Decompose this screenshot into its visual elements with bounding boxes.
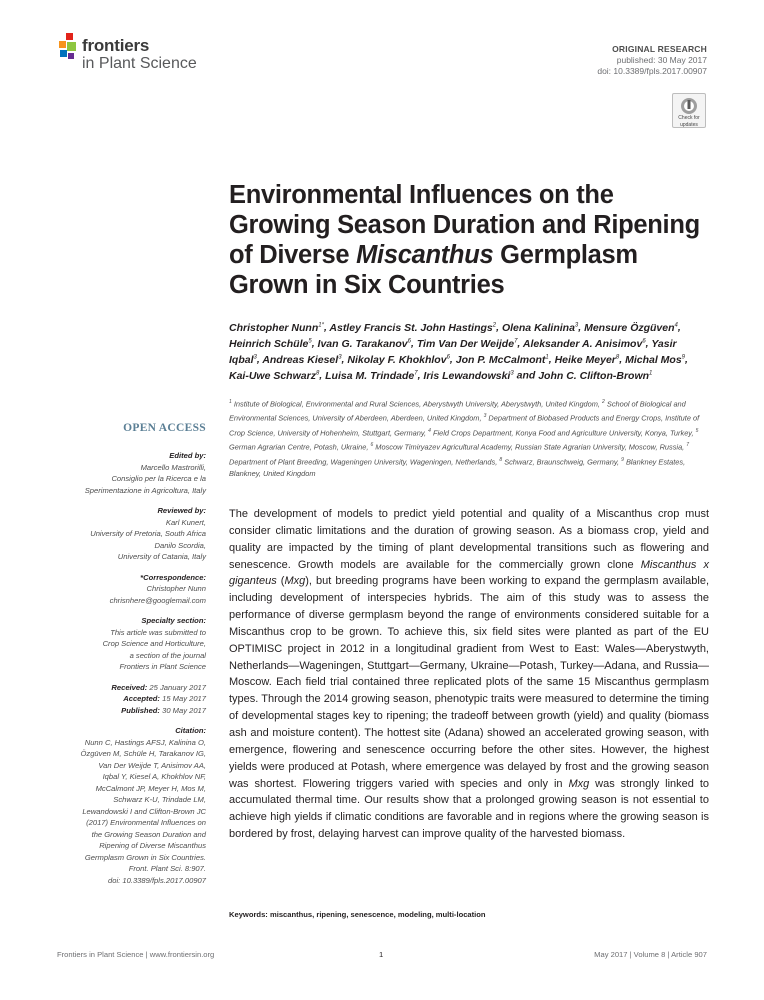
affiliation-number: 7: [686, 442, 690, 449]
check-for-updates-badge[interactable]: [672, 93, 706, 128]
correspondence-line: Christopher Nunn: [146, 584, 206, 593]
citation-line: Front. Plant Sci. 8:907.: [128, 864, 206, 873]
author-name: Kai-Uwe Schwarz: [229, 369, 316, 382]
footer-journal-link[interactable]: Frontiers in Plant Science | www.frontiersin.org: [57, 950, 215, 959]
edited-by-lines: [50, 462, 206, 497]
date-row: [50, 682, 206, 694]
citation-line: doi: 10.3389/fpls.2017.00907: [108, 875, 206, 885]
dates-block: [50, 682, 206, 717]
author-affiliation-mark: 3: [574, 322, 579, 328]
author-affiliation-mark: 6: [642, 338, 646, 345]
author: [325, 370, 417, 382]
author-name: Aleksander A. Anisimov: [522, 337, 643, 350]
author: [523, 338, 646, 350]
citation-line: Nunn C, Hastings AFSJ, Kalinina O,: [84, 737, 206, 747]
affiliation-text: Field Crops Department, Konya Food and Agriculture University, Konya, Turkey,: [432, 428, 694, 438]
correspondence-lines: [50, 583, 206, 606]
affiliation-text: School of Biological and Environmental Sciences, University of Aberdeen, Aberdeen, United Kingdom,: [229, 399, 686, 423]
specialty-block: [50, 615, 206, 673]
article-meta: [597, 44, 707, 77]
citation-block: [50, 725, 206, 886]
abstract-part-3: ), but breeding programs have been working to expand the germplasm available, including development of interspecies hybrids. The aim of this study was to assess the performance of diverse germplasm beyond the range of environments considered suitable for a Miscanthus crop to be grown. To achieve this, six field sites were planted as part of the EU OPTIMISC project in 2012 in a longitudinal gradient from West to East: Wales—Aberystwyth, Netherlands—Wageningen, Stuttgart—Germany, Ukraine—Potash, Turkey—Adana, and Russia—Moscow. Each field trial contained three replicated plots of the same 15 Miscanthus germplasm types. Through the 2014 growing season, phenotypic traits were measured to determine the timing of developmental stages key to ripening; the tradeoff between growth (yield) and quality (biomass ash and moisture content). The hottest site (Adana) showed an accelerated growing season, with emergence, flowering and senescence occurring before the other sites. However, the highest yields were produced at Potash, where emergence was delayed by frost and the growing season was shortest. Flowering triggers varied with species and only in: [229, 575, 709, 790]
citation-line: Iqbal Y, Kiesel A, Khokhlov NF,: [102, 772, 206, 781]
affiliation-number: 1: [229, 399, 232, 405]
specialty-line: This article was submitted to: [110, 627, 206, 637]
author-name: Yasir Iqbal: [229, 337, 677, 366]
citation-line: Özgüven M, Schüle H, Tarakanov IG,: [80, 749, 206, 758]
correspondence-block: [50, 572, 206, 607]
author-affiliation-mark: 6: [446, 354, 450, 361]
author-affiliation-mark: 7: [414, 370, 418, 377]
article-doi[interactable]: doi: 10.3389/fpls.2017.00907: [597, 66, 707, 76]
frontiers-logo-icon: [58, 33, 80, 63]
author-affiliation-mark: 8: [615, 354, 620, 361]
affiliation-text: Institute of Biological, Environmental and Rural Sciences, Aberystwyth University, Aberystwyth, United Kingdom,: [233, 399, 600, 409]
logo-journal-name: in Plant Science: [82, 55, 197, 72]
date-row: [50, 705, 206, 717]
affiliation-text: Schwarz, Braunschweig, Germany,: [504, 457, 620, 467]
author-name: Tim Van Der Weijde: [416, 337, 515, 350]
abstract: [229, 506, 709, 843]
author: [347, 354, 450, 366]
citation-line: Lewandowski I and Clifton-Brown JC: [82, 806, 206, 816]
reviewed-by-lines: [50, 517, 206, 563]
citation-lines: [50, 737, 206, 887]
author-name: Heinrich Schüle: [229, 337, 309, 350]
title-part-2: Germplasm Grown in Six Countries: [229, 241, 638, 299]
date-label: Received:: [111, 682, 148, 692]
author-name: Michal Mos: [625, 353, 682, 366]
open-access-label: OPEN ACCESS: [123, 422, 206, 434]
citation-label: Citation:: [175, 726, 206, 735]
author-name: Astley Francis St. John Hastings: [329, 321, 493, 334]
author-affiliation-mark: 1: [649, 370, 653, 377]
author: [538, 370, 652, 382]
date-row: [50, 693, 206, 705]
sidebar: [50, 450, 206, 895]
keywords: [229, 910, 709, 920]
badge-line-1: Check for: [678, 115, 700, 121]
article-type: ORIGINAL RESEARCH: [612, 44, 707, 54]
published-date: published: 30 May 2017: [616, 55, 707, 65]
citation-line: (2017) Environmental Influences on: [86, 818, 206, 827]
citation-line: McCalmont JP, Meyer H, Mos M,: [95, 783, 206, 793]
correspondence-label: *Correspondence:: [140, 572, 206, 582]
author-affiliation-mark: 9: [681, 354, 686, 361]
author-name: Olena Kalinina: [501, 321, 575, 334]
abstract-italic-3: Mxg: [568, 777, 590, 790]
affiliation-number: 2: [602, 399, 605, 405]
affiliation-number: 8: [499, 456, 503, 463]
author: [502, 322, 578, 334]
author-affiliation-mark: 3: [510, 370, 514, 377]
reviewer-line: University of Pretoria, South Africa: [90, 529, 206, 538]
author-name: John C. Clifton-Brown: [538, 369, 650, 382]
check-updates-icon: [680, 97, 698, 115]
author-name: Andreas Kiesel: [262, 353, 339, 366]
footer-volume-info: May 2017 | Volume 8 | Article 907: [594, 950, 707, 959]
citation-line: the Growing Season Duration and: [91, 829, 206, 839]
author-list: Christopher Nunn$^{1*}$, Astley Francis St. John Hastings$^2$, Olena Kalinina$^3$, Mensure Özgüven$^4$, Heinrich Schüle$^5$, Ivan G. Tarakanov$^6$, Tim Van Der Weijde$^7$, Aleksander A. Anisimov$^6$, Yasir Iqbal$^3$, Andreas Kiesel$^3$, Nikolay F. Khokhlov$^6$, Jon P. McCalmont$^1$, Heike Meyer$^8$, Michal Mos$^9$, Kai-Uwe Schwarz$^8$, Luisa M. Trindade$^7$, Iris Lewandowski$^3$ and John C. Clifton-Brown$^1$: [229, 321, 688, 382]
page-footer: [57, 950, 707, 962]
logo-brand: frontiers: [82, 36, 150, 55]
author-affiliation-mark: 6: [407, 338, 411, 345]
author-affiliation-mark: 1: [318, 322, 322, 328]
reviewer-line: University of Catania, Italy: [117, 552, 206, 561]
abstract-italic-1: Miscanthus x giganteus: [229, 558, 709, 588]
reviewer-line: Karl Kunert,: [165, 517, 206, 527]
edited-by-block: [50, 450, 206, 496]
author: [229, 338, 312, 350]
citation-line: Germplasm Grown in Six Countries.: [84, 852, 206, 862]
author-name: Mensure Özgüven: [584, 321, 675, 334]
editor-line: Consiglio per la Ricerca e la: [111, 474, 206, 483]
author: [229, 370, 319, 382]
editor-line: Marcello Mastrorilli,: [140, 462, 206, 472]
author-name: Christopher Nunn: [229, 321, 319, 334]
date-label: Accepted:: [123, 694, 160, 703]
author-affiliation-mark: 4: [674, 322, 678, 328]
author-name: Luisa M. Trindade: [325, 369, 415, 382]
reviewer-line: Danilo Scordia,: [154, 540, 206, 550]
abstract-part-2: (: [276, 575, 285, 588]
author-affiliation-mark: 5: [308, 338, 312, 345]
affiliation-text: Blankney Estates, Blankney, United Kingdom: [229, 457, 686, 479]
abstract-part-1: The development of models to predict yield potential and quality of a Miscanthus crop must consider climatic limitations and the duration of growing season. As a biomass crop, yield and quality are impacted by the timing of plant developmental transitions such as flowering and senescence. Growth models are available for the commercially grown clone: [229, 508, 709, 571]
article-title: [229, 180, 709, 300]
author-name: Jon P. McCalmont: [455, 353, 546, 366]
affiliation-list: [229, 396, 709, 480]
affiliation-text: German Agrarian Centre, Potash, Ukraine,: [229, 442, 369, 452]
specialty-line: a section of the journal: [129, 650, 206, 660]
editor-line: Sperimentazione in Agricoltura, Italy: [84, 485, 206, 495]
date-label: Published:: [121, 705, 160, 715]
abstract-part-4: was strongly linked to accumulated thermal time. Our results show that a prolonged growing season is not essential to achieve high yields if climatic conditions are favorable and in regions where the growing season is bordered by frost, delaying harvest can improve quality of the harvested biomass.: [229, 777, 709, 841]
specialty-lines: [50, 627, 206, 673]
abstract-italic-2: Mxg: [284, 575, 306, 588]
date-value: 25 January 2017: [149, 682, 206, 692]
author-affiliation-mark: 8: [315, 370, 320, 377]
edited-by-label: Edited by:: [169, 451, 206, 460]
author: [584, 322, 678, 334]
reviewed-by-block: [50, 505, 206, 563]
reviewed-by-label: Reviewed by:: [157, 506, 206, 515]
author-name: Ivan G. Tarakanov: [317, 337, 408, 350]
affiliation-text: Department of Plant Breeding, Wageningen University, Wageningen, Netherlands,: [229, 457, 498, 467]
author: [625, 354, 685, 366]
date-value: 30 May 2017: [162, 705, 206, 715]
page-number: 1: [379, 950, 384, 959]
author-affiliation-mark: 2: [492, 322, 497, 328]
date-value: 15 May 2017: [162, 694, 206, 703]
affiliation-text: Department of Biobased Products and Energy Crops, Institute of Crop Science, University of Hohenheim, Stuttgart, Germany,: [229, 413, 700, 438]
author-name: Nikolay F. Khokhlov: [347, 353, 447, 366]
author-affiliation-mark: 3: [338, 354, 342, 361]
author-name: Iris Lewandowski: [423, 369, 511, 382]
author: [318, 338, 411, 350]
author-name: Heike Meyer: [554, 353, 616, 366]
affiliation-number: 3: [483, 413, 487, 420]
affiliation-number: 6: [370, 442, 374, 449]
author-affiliation-mark: 1: [545, 354, 549, 361]
specialty-line: Crop Science and Horticulture,: [102, 639, 206, 648]
author: [417, 338, 518, 350]
citation-line: Ripening of Diverse Miscanthus: [99, 841, 206, 850]
author-affiliation-mark: 3: [253, 354, 257, 361]
affiliation-text: Moscow Timiryazev Agricultural Academy, Russian State Agrarian University, Moscow, Russia,: [375, 442, 685, 452]
badge-line-2: updates: [680, 121, 698, 128]
affiliation-number: 4: [428, 427, 431, 434]
title-italic: Miscanthus: [356, 241, 494, 269]
keywords-text: miscanthus, ripening, senescence, modeling, multi-location: [269, 910, 486, 919]
author: [555, 354, 620, 366]
correspondence-line: chrisnhere@googlemail.com: [109, 595, 206, 605]
author: [262, 354, 341, 366]
keywords-label: Keywords:: [229, 910, 268, 919]
affiliation-number: 5: [695, 427, 699, 434]
citation-line: Van Der Weijde T, Anisimov AA,: [98, 760, 206, 770]
author: [423, 370, 513, 382]
journal-logo: [58, 33, 238, 77]
affiliation-number: 9: [621, 456, 624, 463]
specialty-label: Specialty section:: [141, 616, 206, 625]
author: [329, 322, 496, 334]
author: [456, 354, 549, 366]
author-affiliation-mark: 7: [514, 338, 518, 345]
author: [229, 322, 324, 334]
specialty-line: Frontiers in Plant Science: [119, 662, 206, 671]
citation-line: Schwarz K-U, Trindade LM,: [113, 795, 206, 804]
corresponding-mark: *: [321, 322, 324, 328]
title-part-1: Environmental Influences on the Growing Season Duration and Ripening of Diverse: [229, 181, 700, 269]
